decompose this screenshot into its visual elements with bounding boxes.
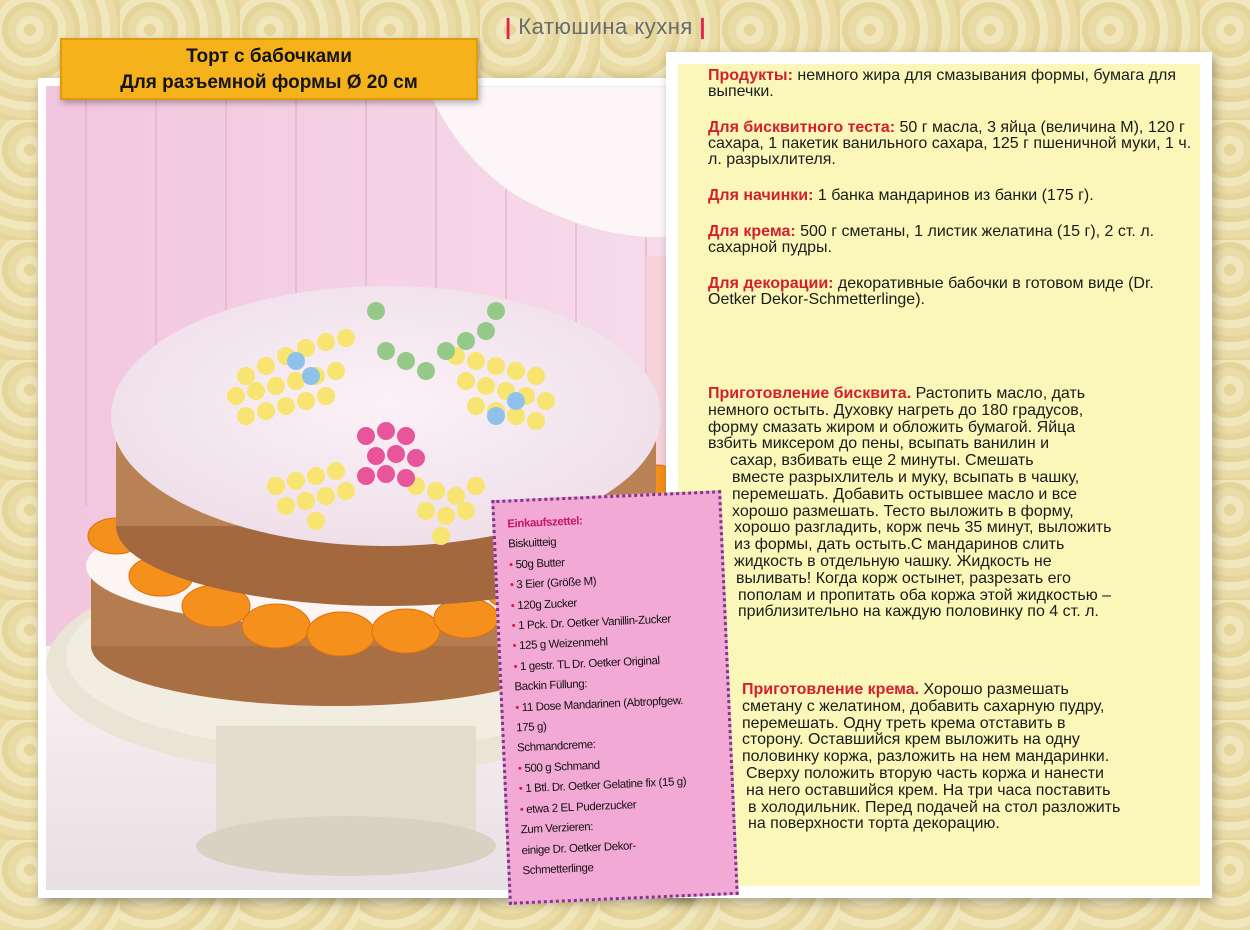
prep-biscuit-line: приблизительно на каждую половинку по 4 ст. л.: [738, 603, 1099, 621]
prep-biscuit-line: из формы, дать остыть.С мандаринов слить: [734, 536, 1065, 554]
shopping-list-item-text: Schmetterlinge: [522, 862, 594, 878]
shopping-list-item-text: Biskuitteig: [507, 536, 557, 551]
shopping-list-item-text: 500 g Schmand: [524, 759, 600, 775]
shopping-list-item-text: Zum Verzieren:: [520, 821, 594, 837]
brand-bar-right: |: [699, 14, 707, 39]
prep-cream-line: Приготовление крема. Хорошо размешать: [742, 681, 1069, 698]
brand-bar-left: |: [505, 14, 512, 39]
ingredients-block: [708, 68, 1200, 328]
prep-cream-line: сметану с желатином, добавить сахарную пудру,: [742, 697, 1105, 715]
recipe-title-banner: [60, 38, 478, 100]
shopping-list-item-text: einige Dr. Oetker Dekor-: [521, 839, 637, 857]
bullet-icon: •: [518, 783, 526, 796]
prep-biscuit-line: немного остыть. Духовку нагреть до 180 градусов,: [708, 401, 1084, 419]
ingredients-products: Продукты: немного жира для смазывания формы, бумага для выпечки.: [708, 67, 1177, 100]
prep-biscuit-line: Приготовление бисквита. Растопить масло, дать: [708, 385, 1086, 402]
prep-biscuit-line: жидкость в отдельную чашку. Жидкость не: [734, 552, 1052, 570]
shopping-list-item-text: 1 Pck. Dr. Oetker Vanillin-Zucker: [517, 613, 672, 633]
shopping-list-item-text: 1 Btl. Dr. Oetker Gelatine fix (15 g): [525, 776, 687, 796]
ingredients-cream: Для крема: 500 г сметаны, 1 листик желатина (15 г), 2 ст. л. сахарной пудры.: [708, 223, 1155, 256]
prep-biscuit-line: хорошо разгладить, корж печь 35 минут, выложить: [734, 519, 1112, 537]
bullet-icon: •: [519, 803, 527, 816]
shopping-list-title: Einkaufszettel:: [507, 515, 583, 531]
prep-biscuit-line: вместе разрыхлитель и муку, всыпать в чашку,: [732, 468, 1080, 486]
prep-cream-line: на поверхности торта декорацию.: [748, 815, 1000, 833]
recipe-title: Торт с бабочками: [186, 46, 352, 67]
ingredients-filling: Для начинки: 1 банка мандаринов из банки (175 г).: [708, 187, 1094, 204]
prep-biscuit-line: пополам и пропитать оба коржа этой жидкостью –: [738, 586, 1112, 604]
shopping-list-item-text: 120g Zucker: [517, 597, 578, 612]
shopping-list-item-text: Schmandcreme:: [516, 739, 596, 755]
prep-biscuit-line: перемешать. Добавить остывшее масло и все: [732, 485, 1078, 503]
prep-cream-line: на него оставшийся крем. На три часа поставить: [746, 781, 1111, 799]
recipe-subtitle: Для разъемной формы Ø 20 см: [120, 72, 418, 93]
shopping-list-note: [491, 490, 738, 905]
prep-biscuit-line: выливать! Когда корж остынет, разрезать его: [736, 569, 1071, 587]
shopping-list-item-text: 1 gestr. TL Dr. Oetker Original: [519, 654, 660, 673]
prep-cream-line: Сверху положить вторую часть коржа и нанести: [746, 764, 1104, 782]
bullet-icon: •: [511, 620, 519, 633]
bullet-icon: •: [510, 599, 518, 613]
shopping-list-items: [508, 526, 725, 881]
prep-biscuit-line: форму смазать жиром и обложить бумагой. Яйца: [708, 418, 1076, 436]
shopping-list-item-text: 11 Dose Mandarinen (Abtropfgew.: [521, 694, 684, 714]
prep-cream-line: в холодильник. Перед подачей на стол разложить: [748, 798, 1121, 816]
shopping-list-item-text: etwa 2 EL Puderzucker: [525, 798, 637, 816]
bullet-icon: •: [508, 559, 516, 572]
brand-header: [505, 14, 706, 40]
shopping-list-item-text: 125 g Weizenmehl: [518, 636, 608, 653]
prep-cream-line: половинку коржа, разложить на нем мандаринки.: [742, 748, 1110, 766]
prep-cream-block: [742, 682, 1120, 833]
shopping-list-item-text: 175 g): [515, 721, 547, 735]
prep-biscuit-line: хорошо размешать. Тесто выложить в форму,: [732, 502, 1074, 520]
bullet-icon: •: [512, 640, 520, 653]
ingredients-decoration: Для декорации: декоративные бабочки в готовом виде (Dr. Oetker Dekor-Schmetterlinge).: [708, 275, 1154, 308]
bullet-icon: •: [517, 762, 525, 776]
shopping-list-item-text: 50g Butter: [515, 556, 565, 572]
shopping-list-item-text: Backin Füllung:: [514, 678, 588, 694]
prep-biscuit-block: [708, 386, 1111, 621]
brand-name: Катюшина кухня: [518, 14, 693, 39]
prep-cream-line: сторону. Оставшийся крем выложить на одну: [742, 731, 1080, 749]
prep-biscuit-line: сахар, взбивать еще 2 минуты. Смешать: [730, 452, 1034, 470]
bullet-icon: •: [515, 701, 523, 715]
bullet-icon: •: [509, 579, 517, 592]
bullet-icon: •: [513, 660, 521, 674]
ingredients-biscuit: Для бисквитного теста: 50 г масла, 3 яйца (величина М), 120 г сахара, 1 пакетик ванильного сахара, 125 г пшеничной муки, 1 ч. л. разрыхлителя.: [708, 119, 1192, 168]
prep-biscuit-line: взбить миксером до пены, всыпать ванилин и: [708, 435, 1050, 453]
shopping-list-item-text: 3 Eier (Größe M): [516, 575, 597, 592]
prep-cream-line: перемешать. Одну треть крема отставить в: [742, 714, 1066, 732]
